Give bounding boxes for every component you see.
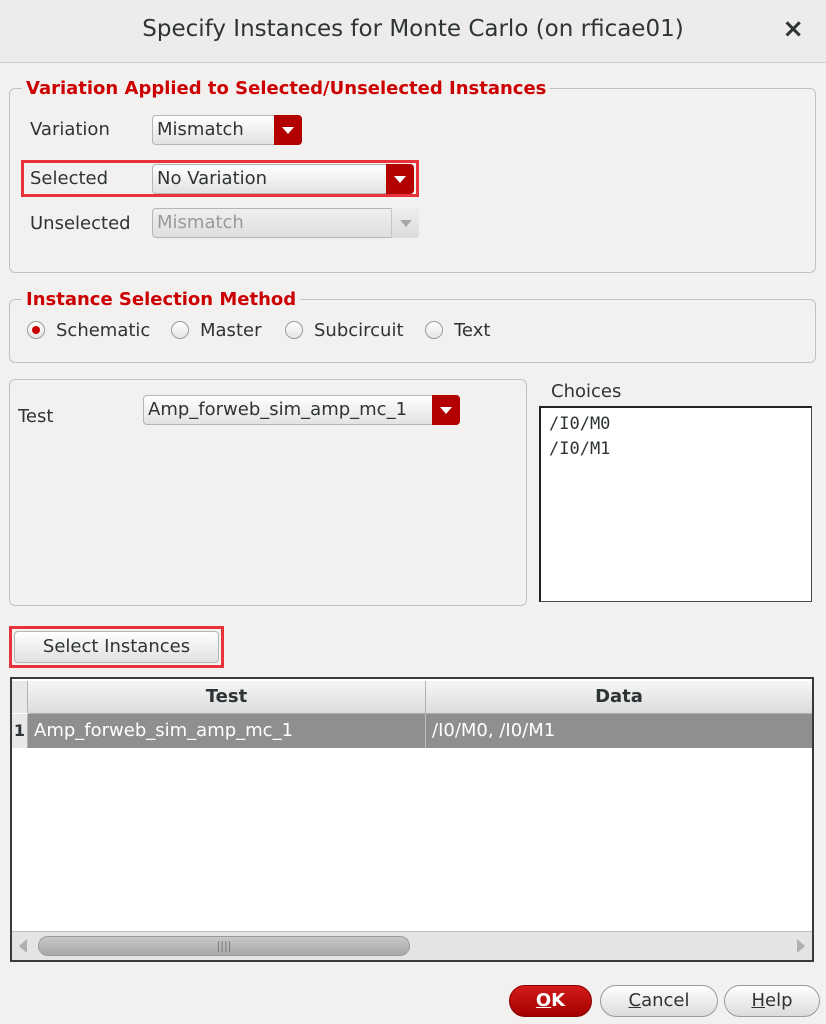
list-item[interactable]: /I0/M0 — [549, 414, 611, 434]
test-combo[interactable] — [143, 395, 460, 425]
horizontal-scrollbar[interactable] — [12, 931, 812, 960]
selected-combo[interactable] — [152, 164, 414, 194]
close-icon[interactable]: × — [782, 14, 804, 44]
unselected-combo-value: Mismatch — [157, 212, 244, 233]
unselected-combo — [152, 208, 419, 238]
radio-text-label[interactable]: Text — [454, 320, 491, 341]
chevron-down-icon[interactable] — [386, 164, 414, 194]
radio-text[interactable] — [425, 321, 443, 339]
help-button[interactable]: Help — [724, 985, 820, 1017]
list-item[interactable]: /I0/M1 — [549, 439, 611, 459]
cell-data[interactable]: /I0/M0, /I0/M1 — [432, 720, 556, 741]
chevron-down-icon — [391, 208, 419, 238]
instances-table — [10, 677, 814, 962]
table-corner — [12, 681, 28, 713]
variation-label: Variation — [30, 119, 110, 140]
radio-master[interactable] — [171, 321, 189, 339]
cell-test[interactable]: Amp_forweb_sim_amp_mc_1 — [28, 714, 426, 748]
scroll-thumb[interactable]: |||| — [38, 936, 410, 956]
select-instances-button[interactable]: Select Instances — [14, 631, 219, 663]
choices-list[interactable] — [539, 406, 812, 602]
table-row[interactable] — [28, 714, 812, 748]
window-title: Specify Instances for Monte Carlo (on rficae01) — [142, 16, 684, 42]
column-header-data[interactable]: Data — [595, 686, 643, 707]
ok-button[interactable]: OK — [509, 985, 592, 1017]
variation-group-legend: Variation Applied to Selected/Unselected Instances — [26, 78, 547, 99]
cancel-button[interactable]: Cancel — [600, 985, 718, 1017]
selected-label: Selected — [30, 168, 109, 189]
variation-combo[interactable] — [152, 115, 302, 145]
selected-combo-value: No Variation — [157, 168, 268, 189]
scroll-right-icon[interactable] — [797, 939, 805, 953]
column-header-test[interactable]: Test — [28, 681, 426, 713]
table-header — [28, 681, 812, 714]
choices-label: Choices — [551, 381, 622, 402]
chevron-down-icon[interactable] — [274, 115, 302, 145]
row-number: 1 — [12, 714, 28, 748]
unselected-label: Unselected — [30, 213, 131, 234]
chevron-down-icon[interactable] — [432, 395, 460, 425]
title-bar — [0, 0, 826, 63]
radio-master-label[interactable]: Master — [200, 320, 262, 341]
radio-subcircuit-label[interactable]: Subcircuit — [314, 320, 404, 341]
radio-subcircuit[interactable] — [285, 321, 303, 339]
test-combo-value: Amp_forweb_sim_amp_mc_1 — [148, 399, 408, 420]
method-group-legend: Instance Selection Method — [26, 289, 297, 310]
test-label: Test — [18, 406, 54, 427]
radio-schematic[interactable] — [27, 321, 45, 339]
scroll-left-icon[interactable] — [19, 939, 27, 953]
variation-combo-value: Mismatch — [157, 119, 244, 140]
radio-schematic-label[interactable]: Schematic — [56, 320, 151, 341]
